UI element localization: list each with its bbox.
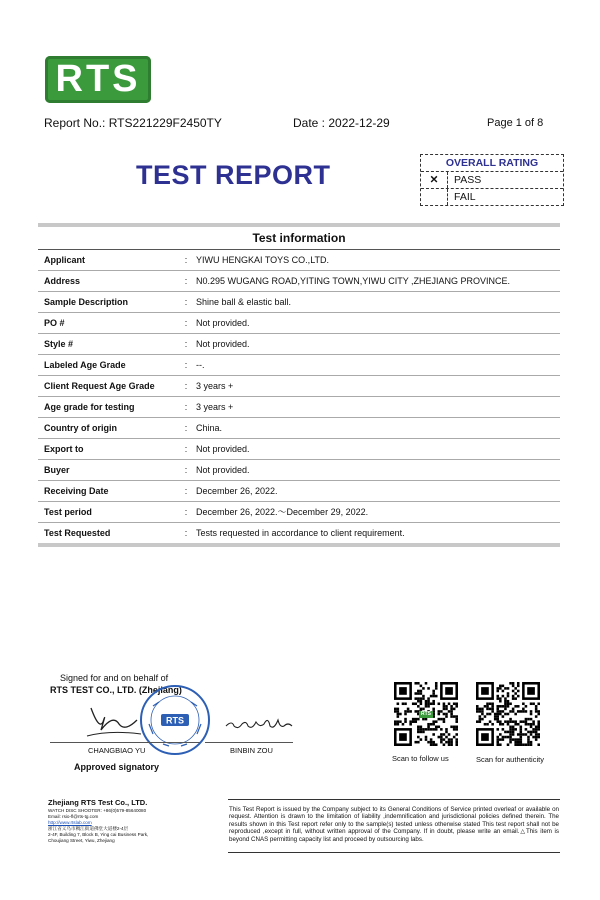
fail-label: FAIL [454, 191, 476, 203]
row-colon: : [184, 255, 188, 265]
row-value: 3 years + [196, 381, 234, 391]
authenticity-qr-code[interactable] [476, 682, 540, 746]
row-value: 3 years + [196, 402, 234, 412]
fail-check-mark [421, 189, 448, 205]
row-colon: : [184, 402, 188, 412]
footer-company-name: Zhejiang RTS Test Co., LTD. [48, 798, 148, 807]
row-label: Style # [44, 339, 74, 349]
table-row [38, 250, 560, 271]
row-colon: : [184, 465, 188, 475]
follow-qr-caption: Scan to follow us [392, 754, 449, 763]
row-colon: : [184, 318, 188, 328]
row-label: Sample Description [44, 297, 129, 307]
table-row [38, 481, 560, 502]
overall-rating-box [420, 154, 564, 206]
table-row [38, 355, 560, 376]
row-colon: : [184, 486, 188, 496]
rating-row-pass [421, 172, 563, 188]
row-colon: : [184, 528, 188, 538]
authenticity-qr-caption: Scan for authenticity [476, 755, 544, 764]
row-value: December 26, 2022.～December 29, 2022. [196, 507, 369, 517]
table-row [38, 460, 560, 481]
table-row [38, 439, 560, 460]
pass-label: PASS [454, 174, 482, 186]
table-row [38, 334, 560, 355]
disclaimer-top-rule [228, 799, 560, 800]
row-colon: : [184, 444, 188, 454]
report-date: Date : 2022-12-29 [293, 116, 390, 130]
rating-row-fail [421, 188, 563, 205]
table-bottom-bar [38, 543, 560, 547]
pass-check-mark: ✕ [421, 172, 448, 188]
row-value: December 26, 2022. [196, 486, 278, 496]
rts-logo: RTS [45, 56, 151, 103]
row-label: Age grade for testing [44, 402, 135, 412]
table-row [38, 523, 560, 543]
signature-changbiao-yu [85, 700, 145, 740]
report-title: TEST REPORT [136, 160, 331, 190]
overall-rating-heading: OVERALL RATING [421, 155, 563, 172]
table-row [38, 376, 560, 397]
signature-binbin-zou [222, 708, 297, 736]
table-row [38, 502, 560, 523]
row-colon: : [184, 381, 188, 391]
footer-email[interactable]: Email: rsio-fl@rts-tg.com [48, 814, 99, 819]
signature-line-2 [205, 742, 293, 743]
row-colon: : [184, 276, 188, 286]
footer-website-link[interactable]: http://www.rtslab.com [48, 820, 92, 825]
row-label: Receiving Date [44, 486, 109, 496]
row-value: Not provided. [196, 339, 250, 349]
footer-phone: WATCH DISC SHOOTER: +86(0)579-85640080 [48, 808, 147, 813]
qr-rts-badge: RTS [421, 711, 431, 717]
table-row [38, 271, 560, 292]
row-value: China. [196, 423, 223, 433]
row-colon: : [184, 507, 188, 517]
row-label: Test Requested [44, 528, 111, 538]
row-value: Tests requested in accordance to client requirement. [196, 528, 405, 538]
row-colon: : [184, 360, 188, 370]
row-value: N0.295 WUGANG ROAD,YITING TOWN,YIWU CITY ,ZHEJIANG PROVINCE. [196, 276, 511, 286]
row-value: --. [196, 360, 205, 370]
signing-company: RTS TEST CO., LTD. (Zhejiang) [50, 685, 182, 695]
row-colon: : [184, 297, 188, 307]
footer-address-en-2: Choujiang Street, Yiwu, Zhejiang [48, 838, 115, 843]
page-number: Page 1 of 8 [487, 117, 544, 129]
row-value: Not provided. [196, 444, 250, 454]
row-label: Address [44, 276, 81, 286]
footer-address-cn: 浙江省义乌市稠江街道佛堂大道楼2-4层 [48, 826, 129, 831]
row-colon: : [184, 339, 188, 349]
table-row [38, 292, 560, 313]
table-row [38, 313, 560, 334]
row-value: Not provided. [196, 318, 250, 328]
row-value: Shine ball & elastic ball. [196, 297, 292, 307]
row-label: Applicant [44, 255, 86, 265]
signatory-name-2: BINBIN ZOU [230, 746, 273, 755]
row-label: Client Request Age Grade [44, 381, 155, 391]
table-row [38, 397, 560, 418]
row-label: PO # [44, 318, 65, 328]
row-label: Export to [44, 444, 84, 454]
table-row [38, 418, 560, 439]
signatory-name-1: CHANGBIAO YU [88, 746, 146, 755]
approved-signatory-label: Approved signatory [74, 762, 160, 772]
row-label: Test period [44, 507, 92, 517]
signed-on-behalf-text: Signed for and on behalf of [60, 673, 169, 683]
disclaimer-text: This Test Report is issued by the Company subject to its General Conditions of Service printed overleaf or available on request. Attention is drawn to the limitation of liability ,indemnification and jurisdictional policies defined therein. The results shown in this Test report refer only to the sample(s) tested unless otherwise stated This test report shall not be reproduced ,except in full, without written approval of the Company. If in doubt, please write an email.△This item is beyond CNAS permitting capacity list and proceed by outsourcing labs. [229, 806, 559, 843]
signature-line-1 [50, 742, 200, 743]
row-colon: : [184, 423, 188, 433]
row-label: Country of origin [44, 423, 117, 433]
company-seal-stamp [139, 684, 211, 756]
stamp-logo-text: RTS [166, 715, 184, 726]
disclaimer-bottom-rule [228, 852, 560, 853]
row-value: YIWU HENGKAI TOYS CO.,LTD. [196, 255, 330, 265]
test-information-table [38, 223, 560, 547]
footer-address-en-1: 2-4F, Building 7, Block B, Ying cai Business Park, [48, 832, 149, 837]
table-heading: Test information [38, 227, 560, 250]
table-rows [38, 250, 560, 543]
row-label: Labeled Age Grade [44, 360, 126, 370]
row-value: Not provided. [196, 465, 250, 475]
report-number: Report No.: RTS221229F2450TY [44, 116, 222, 130]
row-label: Buyer [44, 465, 70, 475]
